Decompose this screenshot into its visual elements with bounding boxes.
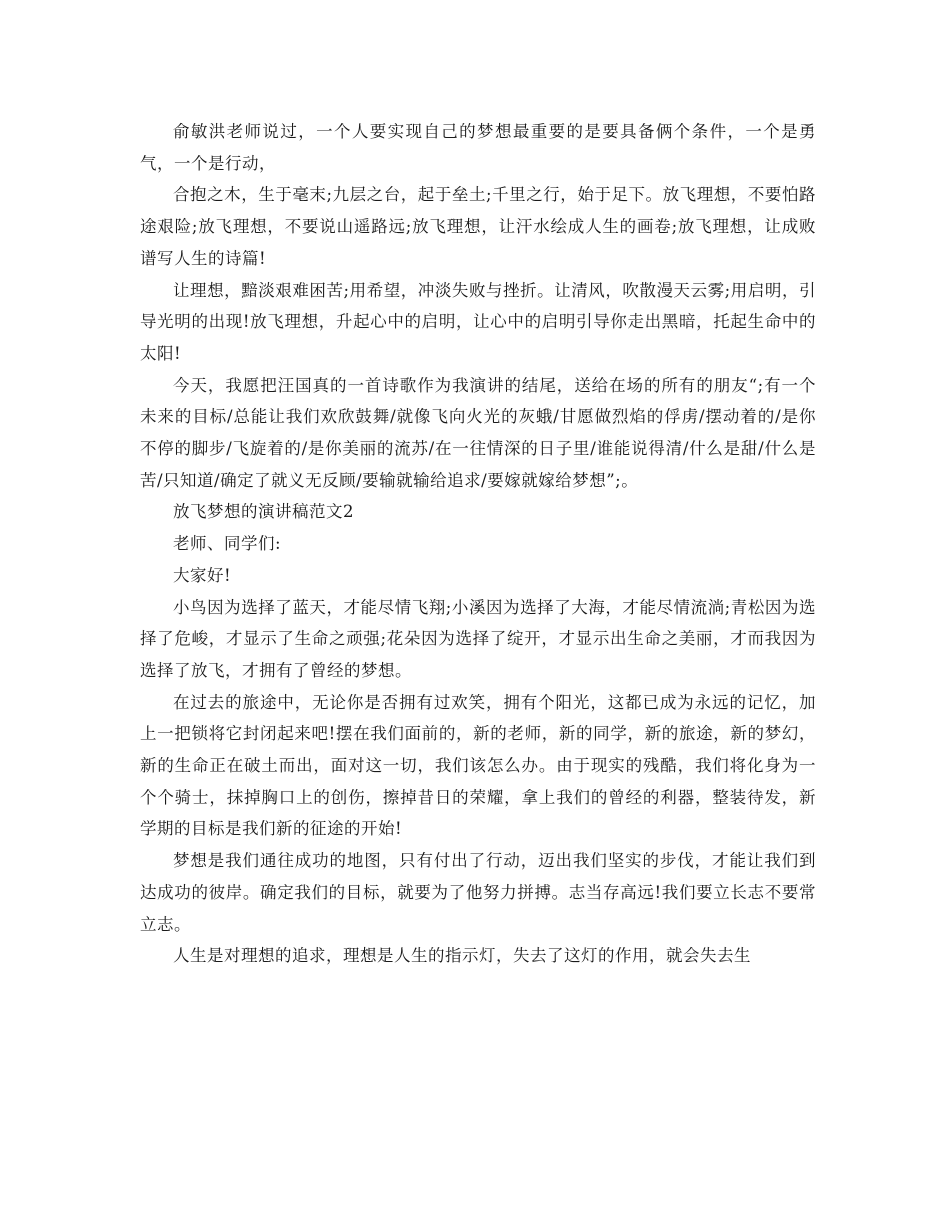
salutation: 老师、同学们: <box>173 534 282 554</box>
paragraph-xiaoniao: 小鸟因为选择了蓝天，才能尽情飞翔;小溪因为选择了大海，才能尽情流淌;青松因为选择了危峻，才显示了生命之顽强;花朵因为选择了绽开，才显示出生命之美丽，才而我因为选择了放飞，才拥有了曾经的梦想。 <box>140 597 816 680</box>
paragraph-poem-ending: 今天，我愿把汪国真的一首诗歌作为我演讲的结尾，送给在场的所有的朋友“;有一个未来的目标/总能让我们欢欣鼓舞/就像飞向火光的灰蛾/甘愿做烈焰的俘虏/摆动着的/是你不停的脚步/飞旋着的/是你美丽的流苏/在一往情深的日子里/谁能说得清/什么是甜/什么是苦/只知道/确定了就义无反顾/要输就输给追求/要嫁就嫁给梦想”;。 <box>140 375 816 490</box>
paragraph-lvtu: 在过去的旅途中，无论你是否拥有过欢笑，拥有个阳光，这都已成为永远的记忆，加上一把锁将它封闭起来吧!摆在我们面前的，新的老师，新的同学，新的旅途，新的梦幻，新的生命正在破土而出，面对这一切，我们该怎么办。由于现实的残酷，我们将化身为一个个骑士，抹掉胸口上的创伤，擦掉昔日的荣耀，拿上我们的曾经的利器，整装待发，新学期的目标是我们新的征途的开始! <box>140 692 816 839</box>
paragraph-yu-minhong-quote: 俞敏洪老师说过，一个人要实现自己的梦想最重要的是要具备俩个条件，一个是勇气，一个是行动， <box>140 122 816 173</box>
document-body <box>140 116 816 972</box>
paragraph-rensheng: 人生是对理想的追求，理想是人生的指示灯，失去了这灯的作用，就会失去生 <box>173 946 751 966</box>
paragraph-mengxiang-ditu: 梦想是我们通往成功的地图，只有付出了行动，迈出我们坚实的步伐，才能让我们到达成功的彼岸。确定我们的目标，就要为了他努力拼搏。志当存高远!我们要立长志不要常立志。 <box>140 851 816 934</box>
section-heading: 放飞梦想的演讲稿范文2 <box>173 502 354 522</box>
paragraph-rang-lixiang: 让理想，黯淡艰难困苦;用希望，冲淡失败与挫折。让清风，吹散漫天云雾;用启明，引导光明的出现!放飞理想，升起心中的启明，让心中的启明引导你走出黑暗，托起生命中的太阳! <box>140 280 816 363</box>
greeting: 大家好! <box>173 565 232 585</box>
paragraph-hebao-zhimu: 合抱之木，生于毫末;九层之台，起于垒土;千里之行，始于足下。放飞理想，不要怕路途艰险;放飞理想，不要说山遥路远;放飞理想，让汗水绘成人生的画卷;放飞理想，让成败谱写人生的诗篇! <box>140 185 816 268</box>
